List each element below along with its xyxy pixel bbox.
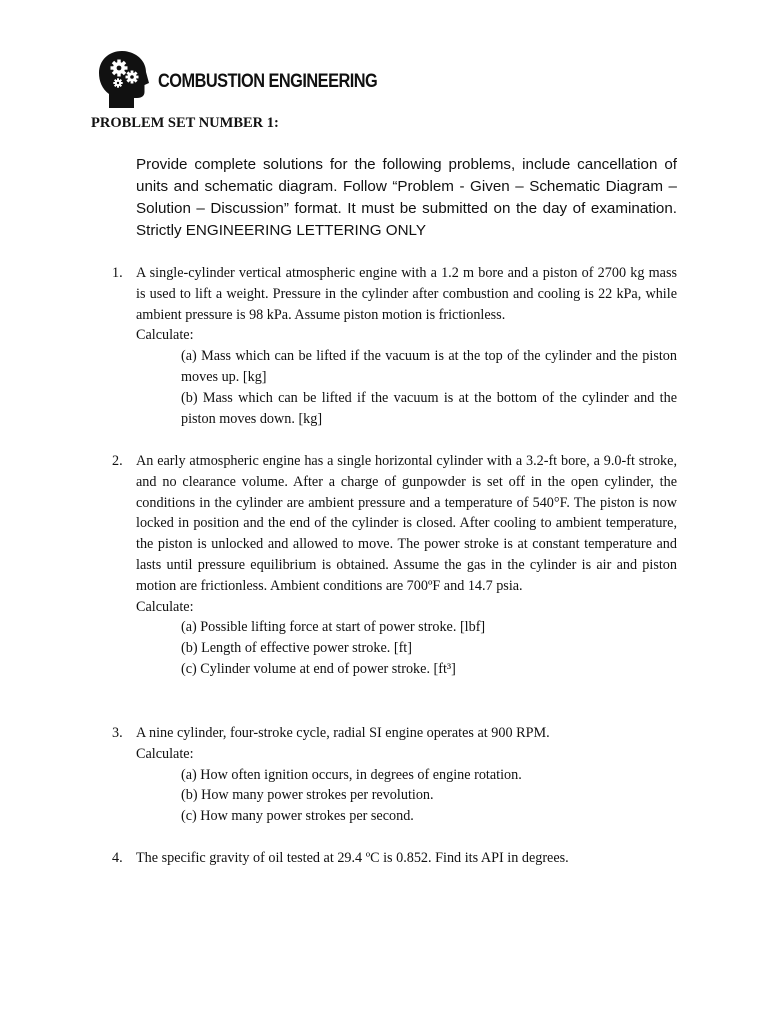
document-title: COMBUSTION ENGINEERING — [158, 71, 378, 92]
problem-number: 3. — [112, 725, 123, 741]
calculate-label: Calculate: — [136, 598, 194, 615]
problem-statement: A nine cylinder, four-stroke cycle, radial SI engine operates at 900 RPM. — [136, 725, 550, 741]
head-with-gears-icon — [99, 50, 149, 108]
sub-question-list — [181, 346, 677, 429]
document-header — [99, 50, 413, 108]
calculate-label: Calculate: — [136, 327, 194, 344]
problem-item — [112, 848, 677, 869]
problem-item — [112, 451, 677, 680]
problem-number: 4. — [112, 850, 123, 866]
sub-question: (b) How many power strokes per revolution. — [181, 787, 434, 804]
problem-item — [112, 263, 677, 429]
sub-question-list — [181, 765, 677, 827]
problem-statement: The specific gravity of oil tested at 29.4 ºC is 0.852. Find its API in degrees. — [136, 850, 569, 866]
sub-question: (a) Possible lifting force at start of power stroke. [lbf] — [181, 619, 486, 636]
sub-question: (b) Mass which can be lifted if the vacuum is at the bottom of the cylinder and the piston moves down. [kg] — [181, 389, 677, 427]
problem-number: 1. — [112, 265, 123, 281]
sub-question: (a) Mass which can be lifted if the vacuum is at the top of the cylinder and the piston moves up. [kg] — [181, 348, 677, 385]
sub-question-list — [181, 617, 677, 679]
problem-number: 2. — [112, 453, 123, 469]
sub-question: (b) Length of effective power stroke. [ft] — [181, 640, 412, 657]
calculate-label: Calculate: — [136, 745, 194, 762]
instructions-paragraph: Provide complete solutions for the following problems, include cancellation of units and schematic diagram. Follow “Problem - Given – Schematic Diagram – Solution – Discussion” format. It must be submitted on the day of examination. Strictly ENGINEERING LETTERING ONLY — [136, 156, 677, 239]
problem-statement: A single-cylinder vertical atmospheric engine with a 1.2 m bore and a piston of 2700 kg mass is used to lift a weight. Pressure in the cylinder after combustion and cooling is 22 kPa, while ambient pressure is 98 kPa. Assume piston motion is frictionless. — [136, 265, 677, 323]
sub-question: (c) How many power strokes per second. — [181, 808, 414, 825]
problem-item — [112, 723, 677, 827]
problem-set-title: PROBLEM SET NUMBER 1: — [91, 115, 279, 131]
sub-question: (c) Cylinder volume at end of power stroke. [ft³] — [181, 660, 456, 677]
problem-statement: An early atmospheric engine has a single horizontal cylinder with a 3.2-ft bore, a 9.0-ft stroke, and no clearance volume. After a charge of gunpowder is set off in the open cylinder, the conditions in the cylinder are ambient pressure and a temperature of 540°F. The piston is now locked in position and the end of the cylinder is closed. After cooling to ambient temperature, the piston is unlocked and allowed to move. The power stroke is at constant temperature and lasts until pressure equilibrium is obtained. Assume the gas in the cylinder is air and piston motion are frictionless. Ambient conditions are 700ºF and 14.7 psia. — [136, 453, 677, 594]
sub-question: (a) How often ignition occurs, in degrees of engine rotation. — [181, 766, 522, 783]
